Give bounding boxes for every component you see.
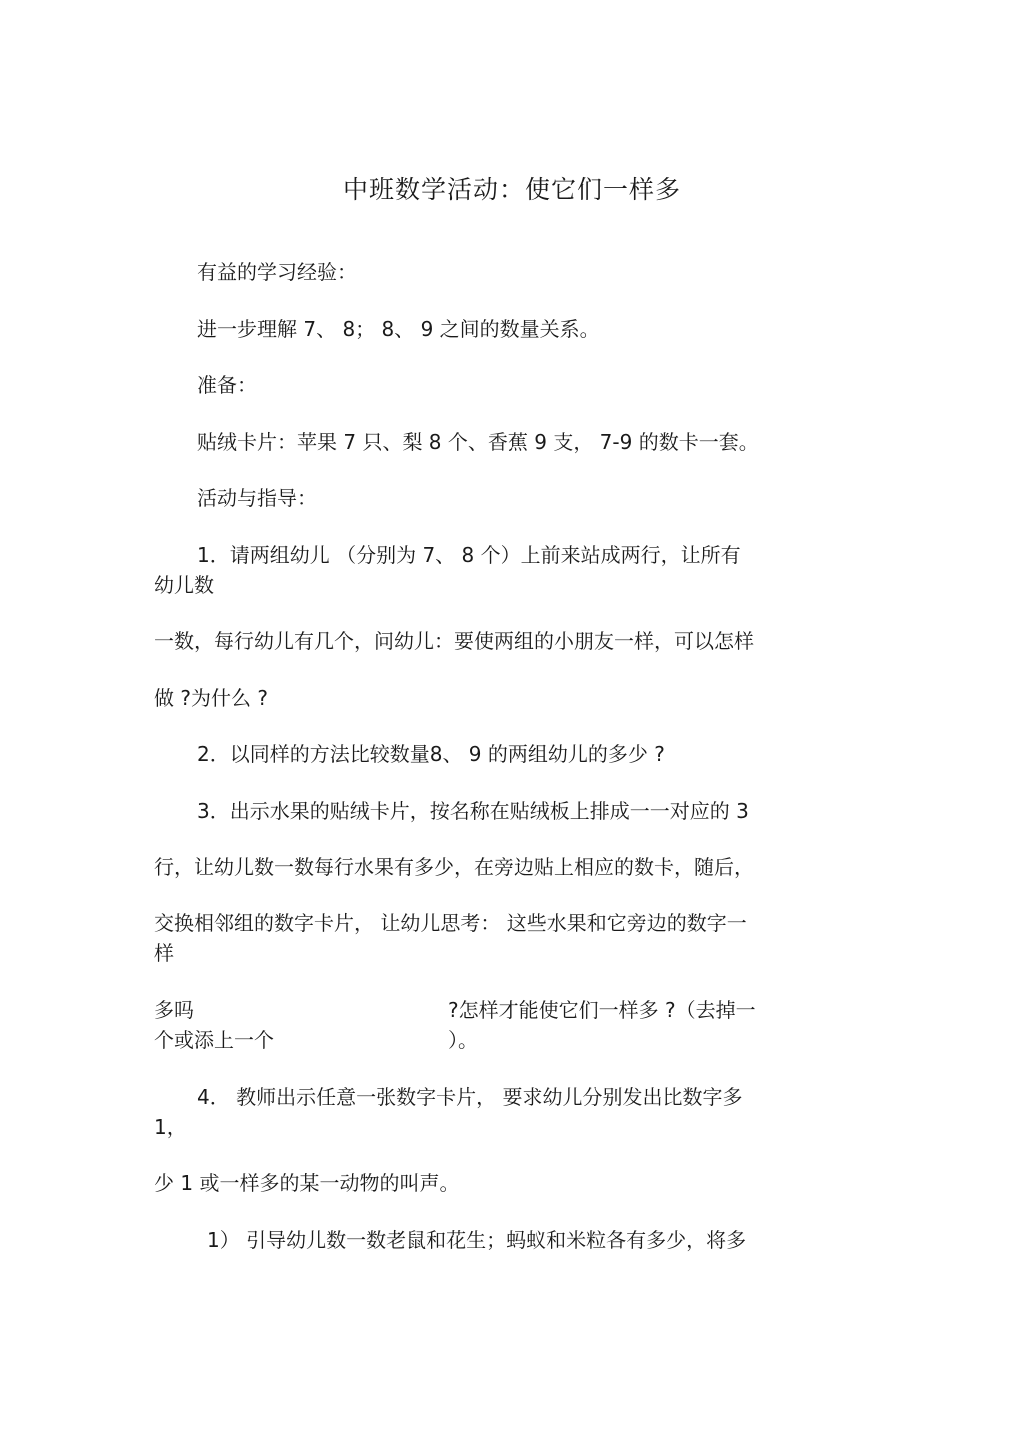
text-line: 样 bbox=[154, 941, 174, 965]
text-line: 活动与指导： bbox=[197, 486, 317, 510]
text-line: 2．以同样的方法比较数量8、 9 的两组幼儿的多少 ? bbox=[197, 742, 665, 766]
text-line: 1．请两组幼儿 （分别为 7、 8 个）上前来站成两行，让所有 bbox=[197, 543, 741, 567]
text-line: 交换相邻组的数字卡片， 让幼儿思考： 这些水果和它旁边的数字一 bbox=[154, 911, 747, 935]
text-line: 行，让幼儿数一数每行水果有多少，在旁边贴上相应的数卡，随后， bbox=[154, 855, 754, 879]
text-line: 幼儿数 bbox=[154, 573, 214, 597]
page-title: 中班数学活动：使它们一样多 bbox=[342, 175, 681, 204]
text-line: ）。 bbox=[448, 1028, 478, 1052]
text-line: 一数，每行幼儿有几个，问幼儿：要使两组的小朋友一样，可以怎样 bbox=[154, 629, 754, 653]
text-line: 多吗 bbox=[154, 998, 194, 1022]
text-line: 4． 教师出示任意一张数字卡片， 要求幼儿分别发出比数字多 bbox=[197, 1085, 743, 1109]
text-line: 3．出示水果的贴绒卡片，按名称在贴绒板上排成一一对应的 3 bbox=[197, 799, 749, 823]
text-line: ?怎样才能使它们一样多 ?（去掉一 bbox=[448, 998, 756, 1022]
text-line: 准备： bbox=[197, 373, 257, 397]
text-line: 1） 引导幼儿数一数老鼠和花生；蚂蚁和米粒各有多少，将多 bbox=[207, 1228, 747, 1252]
text-line: 1， bbox=[154, 1115, 187, 1139]
text-line: 少 1 或一样多的某一动物的叫声。 bbox=[154, 1171, 460, 1195]
text-line: 做 ?为什么 ? bbox=[154, 686, 268, 710]
text-line: 进一步理解 7、 8； 8、 9 之间的数量关系。 bbox=[197, 317, 600, 341]
text-line: 个或添上一个 bbox=[154, 1028, 274, 1052]
text-line: 有益的学习经验： bbox=[197, 260, 357, 284]
text-line: 贴绒卡片：苹果 7 只、梨 8 个、香蕉 9 支， 7-9 的数卡一套。 bbox=[197, 430, 759, 454]
